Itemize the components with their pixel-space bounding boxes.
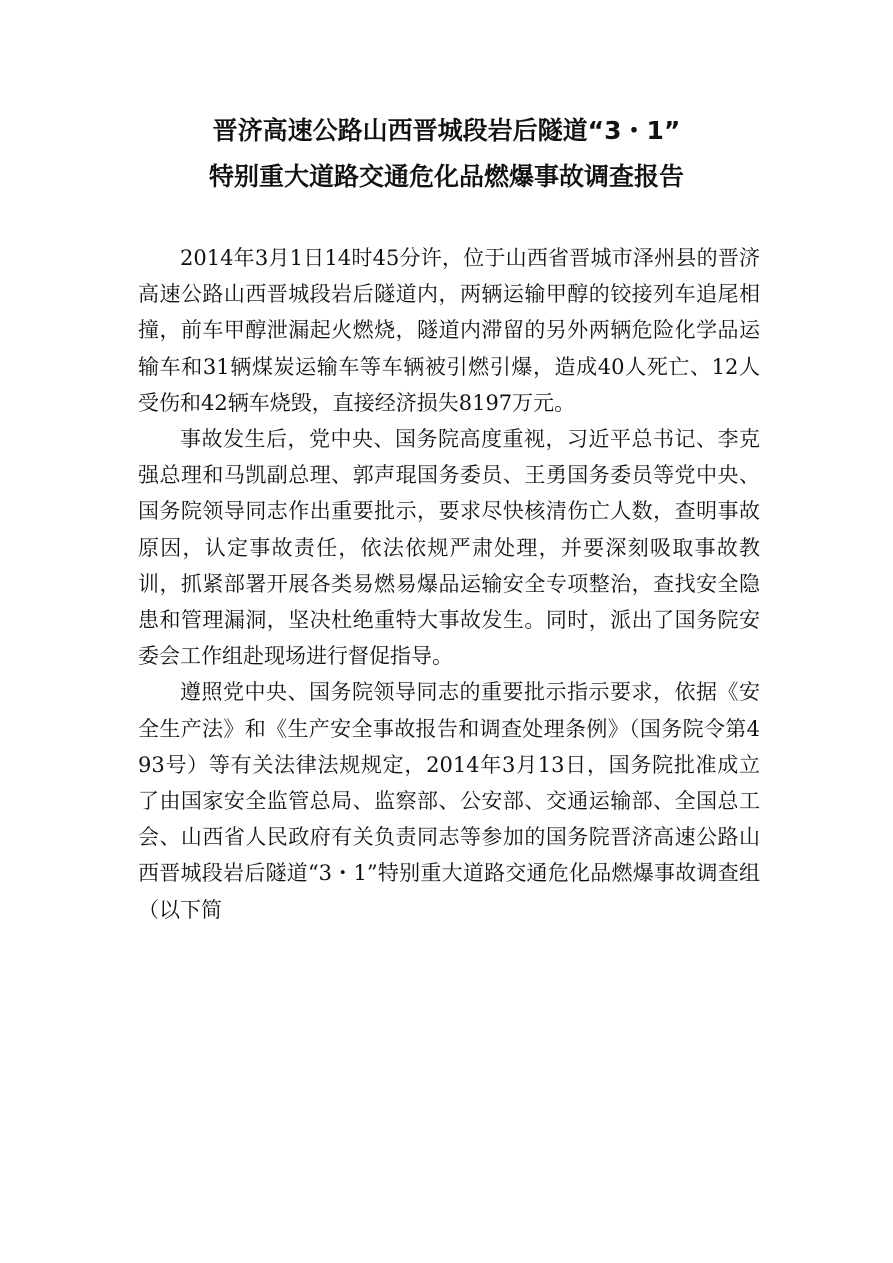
report-title	[0, 108, 893, 200]
paragraph-investigation-team: 遵照党中央、国务院领导同志的重要批示指示要求，依据《安全生产法》和《生产安全事故报告和调查处理条例》（国务院令第493号）等有关法律法规规定，2014年3月13日，国务院批准成立了由国家安全监管总局、监察部、公安部、交通运输部、全国总工会、山西省人民政府有关负责同志等参加的国务院晋济高速公路山西晋城段岩后隧道“3・1”特别重大道路交通危化品燃爆事故调查组（以下简	[138, 680, 760, 922]
report-title-line-2: 特别重大道路交通危化品燃爆事故调查报告	[208, 162, 684, 191]
paragraph-accident-summary: 2014年3月1日14时45分许，位于山西省晋城市泽州县的晋济高速公路山西晋城段岩后隧道内，两辆运输甲醇的铰接列车追尾相撞，前车甲醇泄漏起火燃烧，隧道内滞留的另外两辆危险化学品运输车和31辆煤炭运输车等车辆被引燃引爆，造成40人死亡、12人受伤和42辆车烧毁，直接经济损失8197万元。	[138, 246, 760, 415]
report-title-line-1: 晋济高速公路山西晋城段岩后隧道“3・1”	[212, 116, 681, 145]
paragraph-leadership-response: 事故发生后，党中央、国务院高度重视，习近平总书记、李克强总理和马凯副总理、郭声琨国务委员、王勇国务委员等党中央、国务院领导同志作出重要批示，要求尽快核清伤亡人数，查明事故原因，认定事故责任，依法依规严肃处理，并要深刻吸取事故教训，抓紧部署开展各类易燃易爆品运输安全专项整治，查找安全隐患和管理漏洞，坚决杜绝重特大事故发生。同时，派出了国务院安委会工作组赴现场进行督促指导。	[138, 427, 760, 669]
report-body	[138, 240, 760, 928]
